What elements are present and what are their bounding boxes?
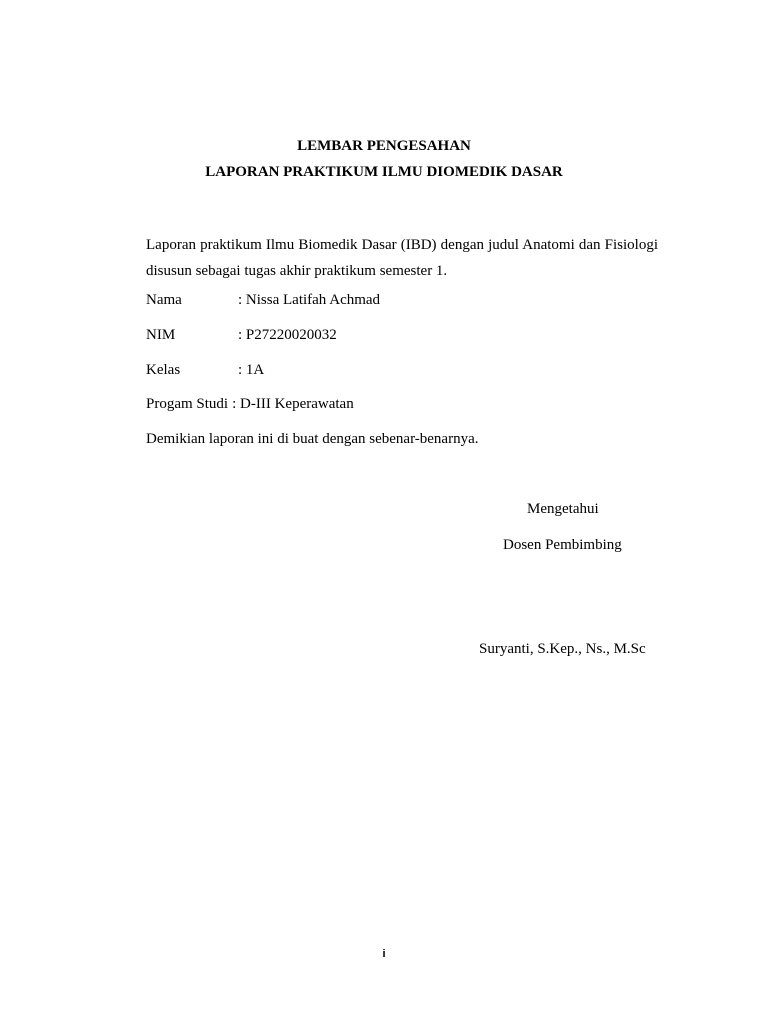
field-label-kelas: Kelas (146, 362, 181, 378)
intro-paragraph: Laporan praktikum Ilmu Biomedik Dasar (IBD) dengan judul Anatomi dan Fisiologi disusun sebagai tugas akhir praktikum semester 1. (146, 237, 658, 279)
signature-acknowledged: Mengetahui (527, 501, 599, 517)
field-value-prodi: : D-III Keperawatan (232, 396, 354, 412)
field-value-nim: : P27220020032 (238, 327, 337, 343)
signature-name: Suryanti, S.Kep., Ns., M.Sc (479, 641, 646, 657)
signature-role: Dosen Pembimbing (503, 537, 622, 553)
field-value-nama: : Nissa Latifah Achmad (238, 292, 381, 308)
field-row-nama (146, 292, 666, 309)
field-label-nama: Nama (146, 292, 182, 308)
field-label-prodi: Progam Studi (146, 396, 229, 412)
page-number: i (382, 948, 386, 960)
field-value-kelas: : 1A (238, 362, 265, 378)
document-title: LEMBAR PENGESAHAN (297, 138, 471, 154)
closing-statement: Demikian laporan ini di buat dengan sebenar-benarnya. (146, 431, 479, 447)
field-label-nim: NIM (146, 327, 176, 343)
field-row-prodi (146, 396, 666, 413)
field-row-kelas (146, 362, 666, 379)
document-subtitle: LAPORAN PRAKTIKUM ILMU DIOMEDIK DASAR (205, 164, 563, 180)
field-row-nim (146, 327, 666, 344)
